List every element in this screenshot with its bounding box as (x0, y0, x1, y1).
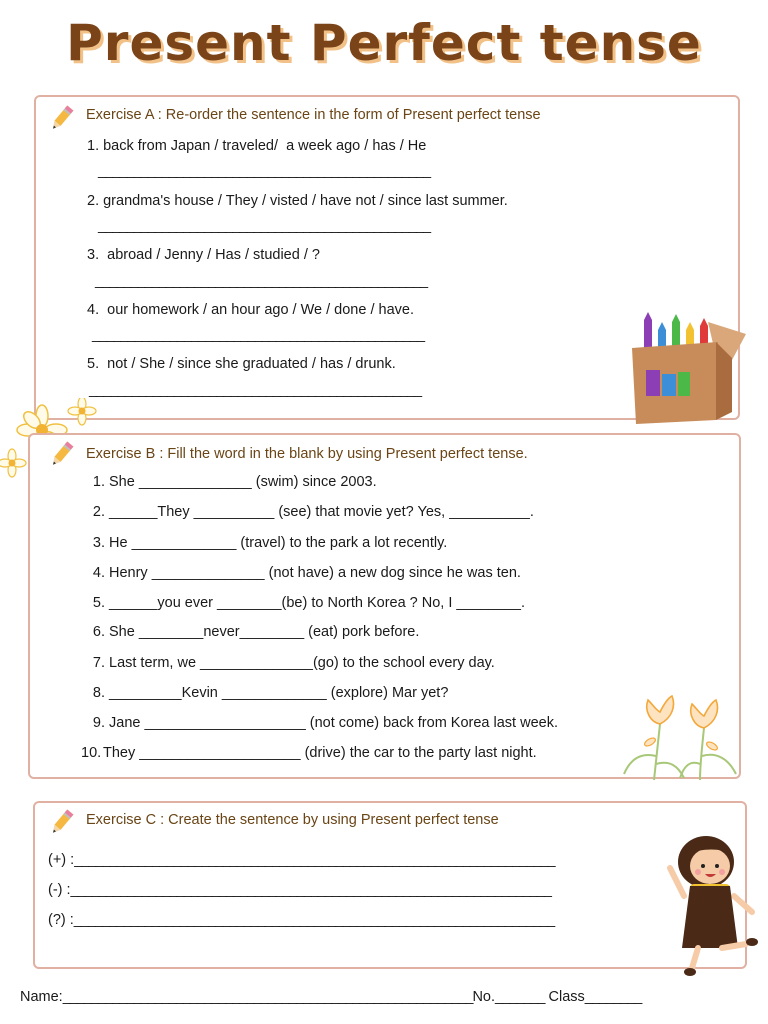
exercise-b-heading: Exercise B : Fill the word in the blank by using Present perfect tense. (86, 446, 528, 462)
exercise-b-item-3[interactable]: 3. He _____________ (travel) to the park a lot recently. (92, 535, 448, 551)
crayon-box-icon (628, 312, 752, 430)
exercise-c-positive-row[interactable]: (+) :____________________________________________________________________ (48, 852, 555, 868)
pencil-icon (46, 102, 78, 134)
no-label: No. (472, 989, 496, 1005)
exercise-b-item-8[interactable]: 8. _________Kevin _____________ (explore) Mar yet? (92, 685, 449, 701)
exercise-a-item-2: 2. grandma's house / They / visted / have not / since last summer. (87, 193, 508, 209)
exercise-a-answer-3[interactable]: _______________________________________________ (95, 273, 428, 289)
tulip-icon (620, 694, 742, 782)
exercise-c-question-row[interactable]: (?) :____________________________________________________________________ (48, 912, 555, 928)
pencil-icon (46, 438, 78, 470)
pencil-icon (46, 806, 78, 838)
exercise-b-item-2[interactable]: 2. ______They __________ (see) that movie yet? Yes, __________. (92, 504, 534, 520)
name-field[interactable]: __________________________________________________________ (62, 989, 473, 1005)
girl-illustration (662, 832, 766, 982)
exercise-c-negative-row[interactable]: (-) :____________________________________________________________________ (48, 882, 551, 898)
name-label: Name: (20, 989, 63, 1005)
exercise-b-item-10[interactable]: 10. They ____________________ (drive) the car to the party last night. (81, 745, 537, 761)
footer-row (20, 989, 641, 1005)
no-field[interactable]: _______ (495, 989, 545, 1005)
exercise-a-item-5: 5. not / She / since she graduated / has / drunk. (87, 356, 396, 372)
exercise-a-item-1: 1. back from Japan / traveled/ a week ago / has / He (87, 138, 427, 154)
exercise-c-heading: Exercise C : Create the sentence by using Present perfect tense (86, 812, 499, 828)
class-field[interactable]: ________ (584, 989, 642, 1005)
exercise-a-answer-5[interactable]: _______________________________________________ (89, 382, 422, 398)
page-title: Present Perfect tense (66, 14, 702, 72)
class-label: Class (548, 989, 585, 1005)
exercise-b-item-4[interactable]: 4. Henry ______________ (not have) a new dog since he was ten. (92, 565, 521, 581)
exercise-b-item-6[interactable]: 6. She ________never________ (eat) pork before. (92, 624, 420, 640)
exercise-a-item-3: 3. abroad / Jenny / Has / studied / ? (87, 247, 320, 263)
exercise-a-answer-1[interactable]: _______________________________________________ (98, 163, 431, 179)
exercise-a-answer-2[interactable]: _______________________________________________ (98, 218, 431, 234)
exercise-a-heading: Exercise A : Re-order the sentence in the form of Present perfect tense (86, 107, 541, 123)
exercise-b-item-5[interactable]: 5. ______you ever ________(be) to North Korea ? No, I ________. (92, 595, 525, 611)
exercise-a-item-4: 4. our homework / an hour ago / We / done / have. (87, 302, 414, 318)
exercise-b-item-9[interactable]: 9. Jane ____________________ (not come) back from Korea last week. (92, 715, 558, 731)
exercise-b-item-7[interactable]: 7. Last term, we ______________(go) to the school every day. (92, 655, 495, 671)
exercise-a-answer-4[interactable]: _______________________________________________ (92, 327, 425, 343)
exercise-b-item-1[interactable]: 1. She ______________ (swim) since 2003. (92, 474, 377, 490)
